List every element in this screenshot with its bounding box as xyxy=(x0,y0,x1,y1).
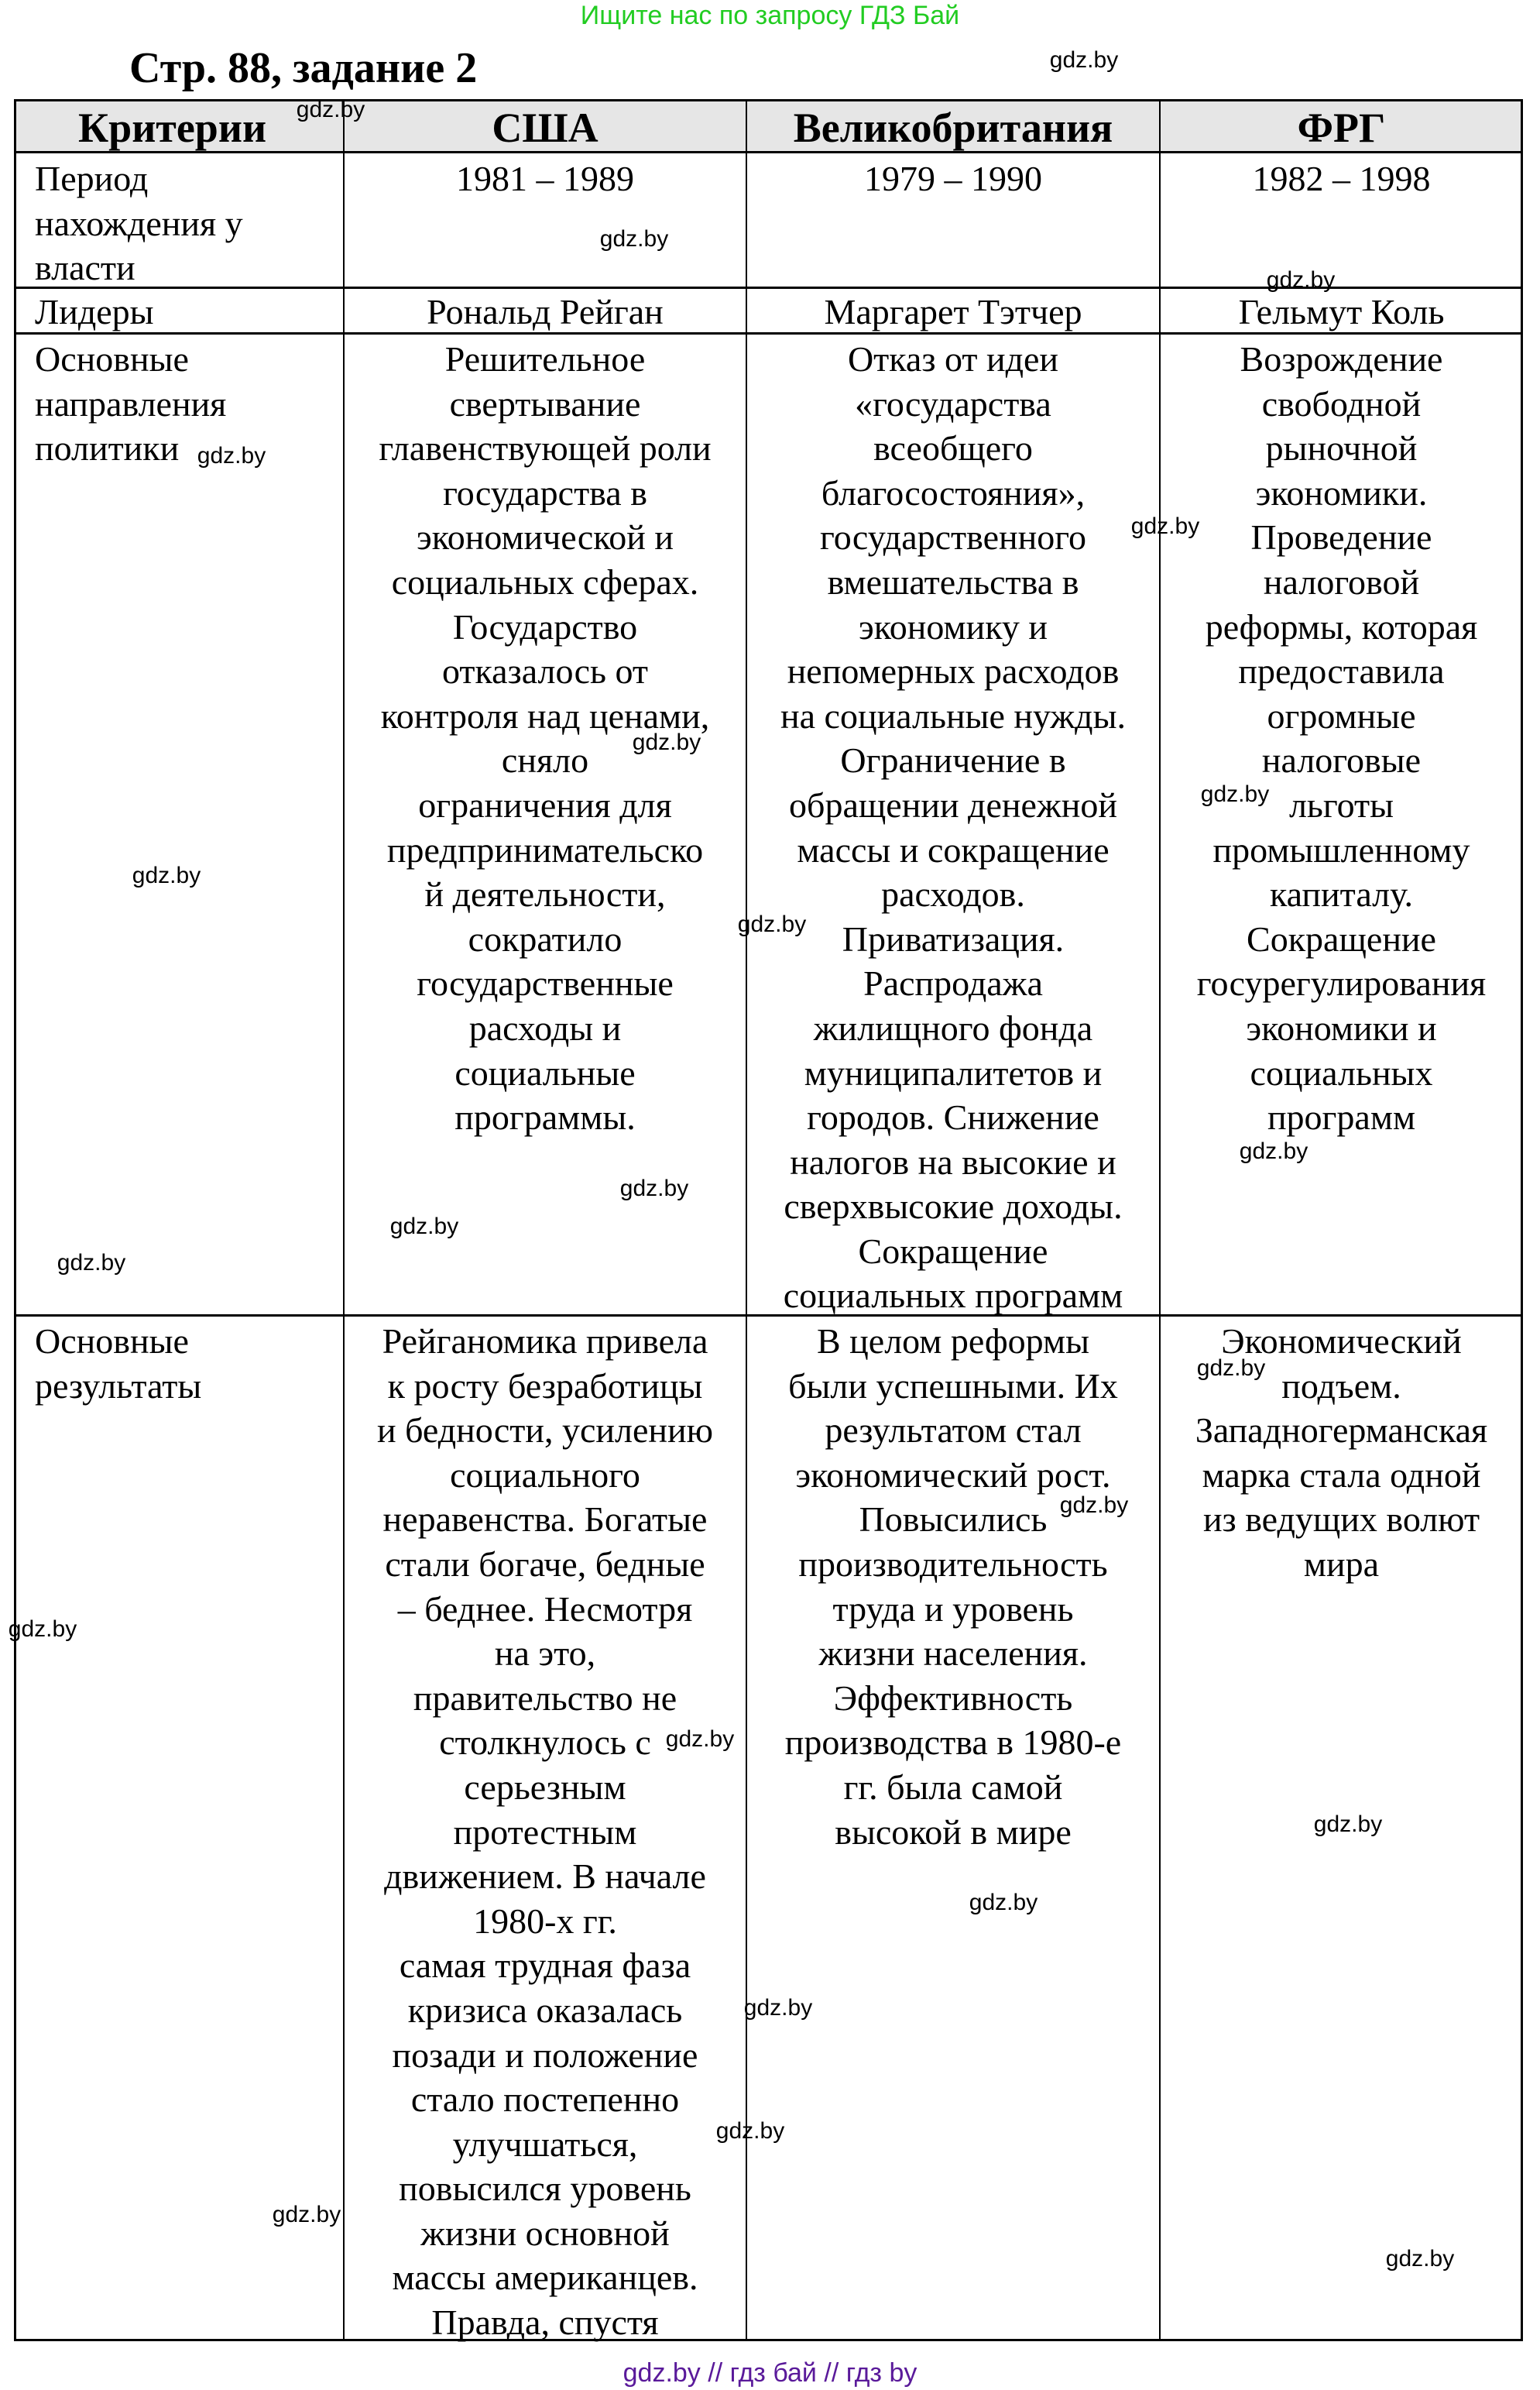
watermark: gdz.by xyxy=(132,863,201,888)
cell-leaders-frg: Гельмут Коль xyxy=(1238,292,1445,331)
watermark: gdz.by xyxy=(632,730,701,755)
cell-leaders-uk: Маргарет Тэтчер xyxy=(824,292,1082,331)
cell-policy-uk: Отказ от идеи «государства всеобщего благосостояния», государственного вмешательства в экономику и непомерных расходов на социальные нужды. Ограничение в обращении денежной массы и сокращение расходов. Приватизация. Распродажа жилищного фонда муниципалитетов и городов. Снижение налогов на высокие и сверхвысокие доходы. Сокращение социальных программ xyxy=(780,339,1126,1316)
watermark: gdz.by xyxy=(737,912,807,937)
watermark: gdz.by xyxy=(197,443,266,469)
search-hint-banner: Ищите нас по запросу ГДЗ Бай xyxy=(580,1,960,30)
page-title: Стр. 88, задание 2 xyxy=(129,44,478,92)
watermark: gdz.by xyxy=(1200,781,1270,807)
watermark: gdz.by xyxy=(389,1214,459,1239)
watermark: gdz.by xyxy=(1196,1355,1266,1381)
watermark: gdz.by xyxy=(1239,1138,1308,1164)
cell-policy-frg: Возрождение свободной рыночной экономики. Проведение налоговой реформы, которая предоставила огромные налоговые льготы промышленному капиталу. Сокращение госурегулирования экономики и социальных программ xyxy=(1196,339,1487,1138)
footer-links: gdz.by // гдз бай // гдз by xyxy=(623,2358,917,2388)
watermark: gdz.by xyxy=(1059,1492,1129,1518)
cell-policy-label: Основные направления политики xyxy=(35,339,227,469)
watermark: gdz.by xyxy=(8,1616,77,1642)
cell-period-usa: 1981 – 1989 xyxy=(456,159,634,198)
header-uk: Великобритания xyxy=(793,105,1113,151)
watermark: gdz.by xyxy=(665,1726,735,1752)
cell-results-frg: Экономический подъем. Западногерманская марка стала одной из ведущих волют мира xyxy=(1195,1321,1488,1584)
cell-period-frg: 1982 – 1998 xyxy=(1252,159,1431,198)
cell-period-uk: 1979 – 1990 xyxy=(864,159,1042,198)
cell-results-uk: В целом реформы были успешными. Их результатом стал экономический рост. Повысились производительность труда и уровень жизни населения. Эффективность производства в 1980-е гг. была самой высокой в мире xyxy=(784,1321,1122,1852)
watermark: gdz.by xyxy=(743,1995,813,2021)
header-frg: ФРГ xyxy=(1297,105,1386,151)
watermark: gdz.by xyxy=(969,1890,1038,1915)
cell-results-usa: Рейганомика привела к росту безработицы и бедности, усилению социального неравенства. Богатые стали богаче, бедные – беднее. Несмотря на это, правительство не столкнулось с серьезным протестным движением. В начале 1980-х гг. самая трудная фаза кризиса оказалась позади и положение стало постепенно улучшаться, повысился уровень жизни основной массы американцев. Правда, спустя xyxy=(376,1321,714,2343)
watermark: gdz.by xyxy=(619,1176,689,1201)
watermark: gdz.by xyxy=(1049,47,1119,73)
cell-period-label: Период нахождения у власти xyxy=(35,159,243,288)
cell-leaders-label: Лидеры xyxy=(35,292,154,331)
watermark: gdz.by xyxy=(272,2202,341,2227)
watermark: gdz.by xyxy=(296,97,365,122)
cell-leaders-usa: Рональд Рейган xyxy=(427,292,664,331)
watermark: gdz.by xyxy=(57,1250,126,1276)
header-usa: США xyxy=(492,105,599,151)
cell-policy-usa: Решительное свертывание главенствующей роли государства в экономической и социальных сферах. Государство отказалось от контроля над ценами, сняло ограничения для предпринимательско й деятельности, сократило государственные расходы и социальные программы. xyxy=(379,339,712,1138)
cell-results-label: Основные результаты xyxy=(35,1321,202,1406)
header-criteria: Критерии xyxy=(78,105,267,151)
watermark: gdz.by xyxy=(1130,513,1200,539)
watermark: gdz.by xyxy=(599,226,669,252)
watermark: gdz.by xyxy=(1266,267,1336,293)
watermark: gdz.by xyxy=(715,2118,785,2144)
watermark: gdz.by xyxy=(1313,1811,1383,1837)
watermark: gdz.by xyxy=(1385,2246,1455,2272)
